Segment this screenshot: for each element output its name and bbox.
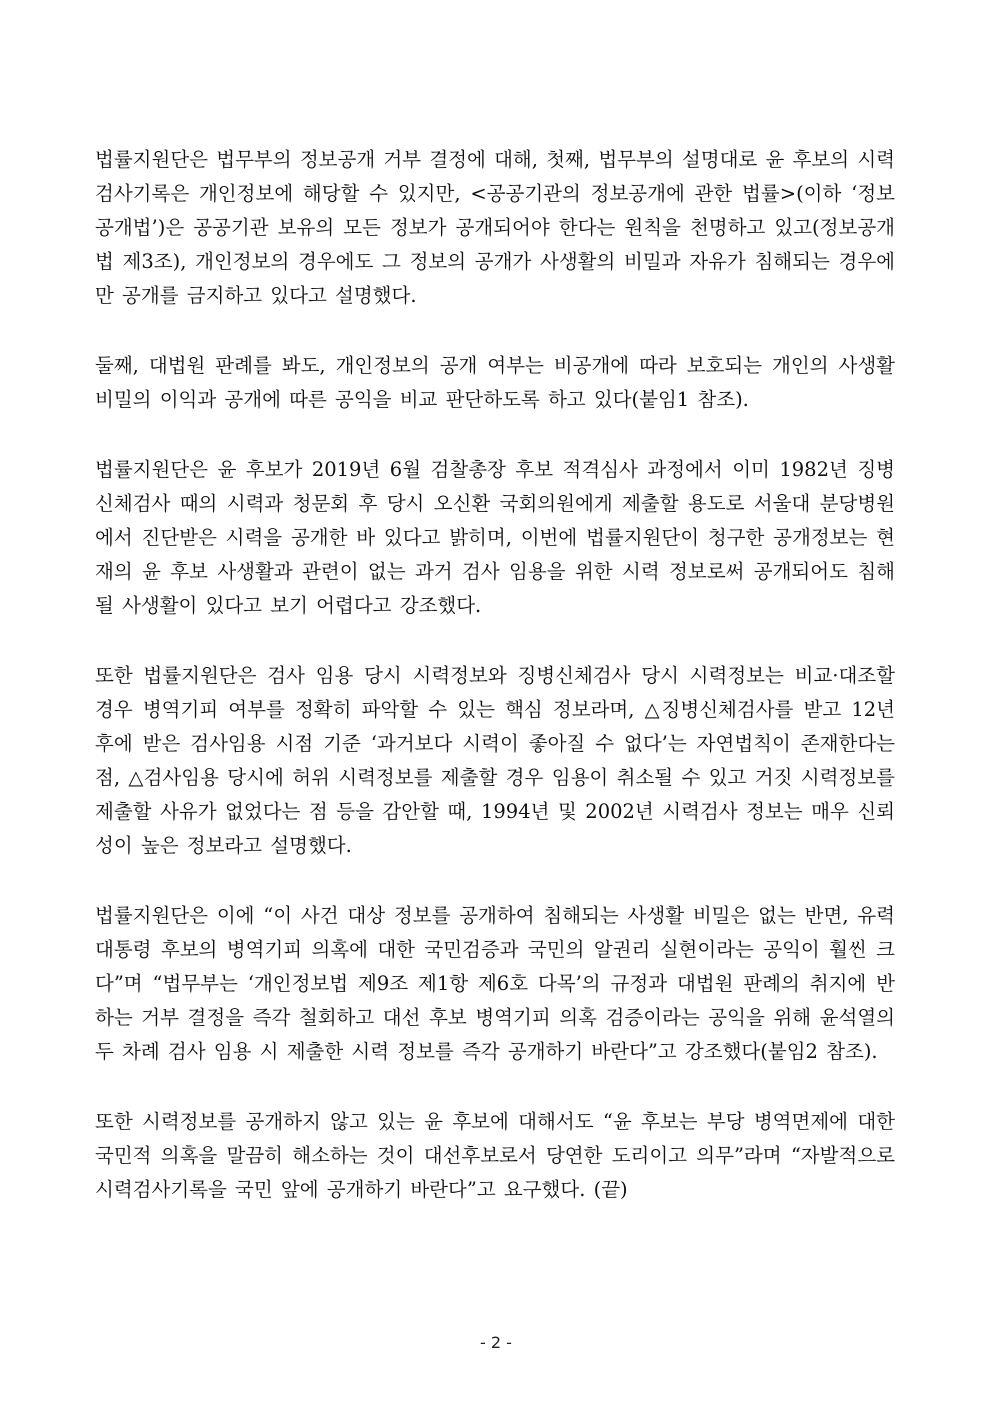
paragraph-1: 법률지원단은 법무부의 정보공개 거부 결정에 대해, 첫째, 법무부의 설명대로 윤 후보의 시력검사기록은 개인정보에 해당할 수 있지만, <공공기관의 정보공개에 관한 법률>(이하 ‘정보공개법’)은 공공기관 보유의 모든 정보가 공개되어야 한다는 원칙을 천명하고 있고(정보공개법 제3조), 개인정보의 경우에도 그 정보의 공개가 사생활의 비밀과 자유가 침해되는 경우에만 공개를 금지하고 있다고 설명했다. xyxy=(95,148,895,307)
paragraph-3: 법률지원단은 윤 후보가 2019년 6월 검찰총장 후보 적격심사 과정에서 이미 1982년 징병신체검사 때의 시력과 청문회 후 당시 오신환 국회의원에게 제출할 용도로 서울대 분당병원에서 진단받은 시력을 공개한 바 있다고 밝히며, 이번에 법률지원단이 청구한 공개정보는 현재의 윤 후보 사생활과 관련이 없는 과거 검사 임용을 위한 시력 정보로써 공개되어도 침해될 사생활이 있다고 보기 어렵다고 강조했다. xyxy=(95,458,895,617)
page-number: - 2 - xyxy=(480,1333,512,1352)
paragraph-4: 또한 법률지원단은 검사 임용 당시 시력정보와 징병신체검사 당시 시력정보는 비교·대조할 경우 병역기피 여부를 정확히 파악할 수 있는 핵심 정보라며, △징병신체검사를 받고 12년 후에 받은 검사임용 시점 기준 ‘과거보다 시력이 좋아질 수 없다’는 자연법칙이 존재한다는 점, △검사임용 당시에 허위 시력정보를 제출할 경우 임용이 취소될 수 있고 거짓 시력정보를 제출할 사유가 없었다는 점 등을 감안할 때, 1994년 및 2002년 시력검사 정보는 매우 신뢰성이 높은 정보라고 설명했다. xyxy=(95,664,895,857)
paragraph-6: 또한 시력정보를 공개하지 않고 있는 윤 후보에 대해서도 “윤 후보는 부당 병역면제에 대한 국민적 의혹을 말끔히 해소하는 것이 대선후보로서 당연한 도리이고 의무”라며 “자발적으로 시력검사기록을 국민 앞에 공개하기 바란다”고 요구했다. (끝) xyxy=(95,1110,895,1201)
paragraph-5: 법률지원단은 이에 “이 사건 대상 정보를 공개하여 침해되는 사생활 비밀은 없는 반면, 유력 대통령 후보의 병역기피 의혹에 대한 국민검증과 국민의 알권리 실현이라는 공익이 훨씬 크다”며 “법무부는 ‘개인정보법 제9조 제1항 제6호 다목’의 규정과 대법원 판례의 취지에 반하는 거부 결정을 즉각 철회하고 대선 후보 병역기피 의혹 검증이라는 공익을 위해 윤석열의 두 차례 검사 임용 시 제출한 시력 정보를 즉각 공개하기 바란다”고 강조했다(붙임2 참조). xyxy=(95,904,895,1063)
paragraph-2: 둘째, 대법원 판례를 봐도, 개인정보의 공개 여부는 비공개에 따라 보호되는 개인의 사생활 비밀의 이익과 공개에 따른 공익을 비교 판단하도록 하고 있다(붙임1 참조). xyxy=(95,354,895,411)
document-body xyxy=(95,143,895,1243)
